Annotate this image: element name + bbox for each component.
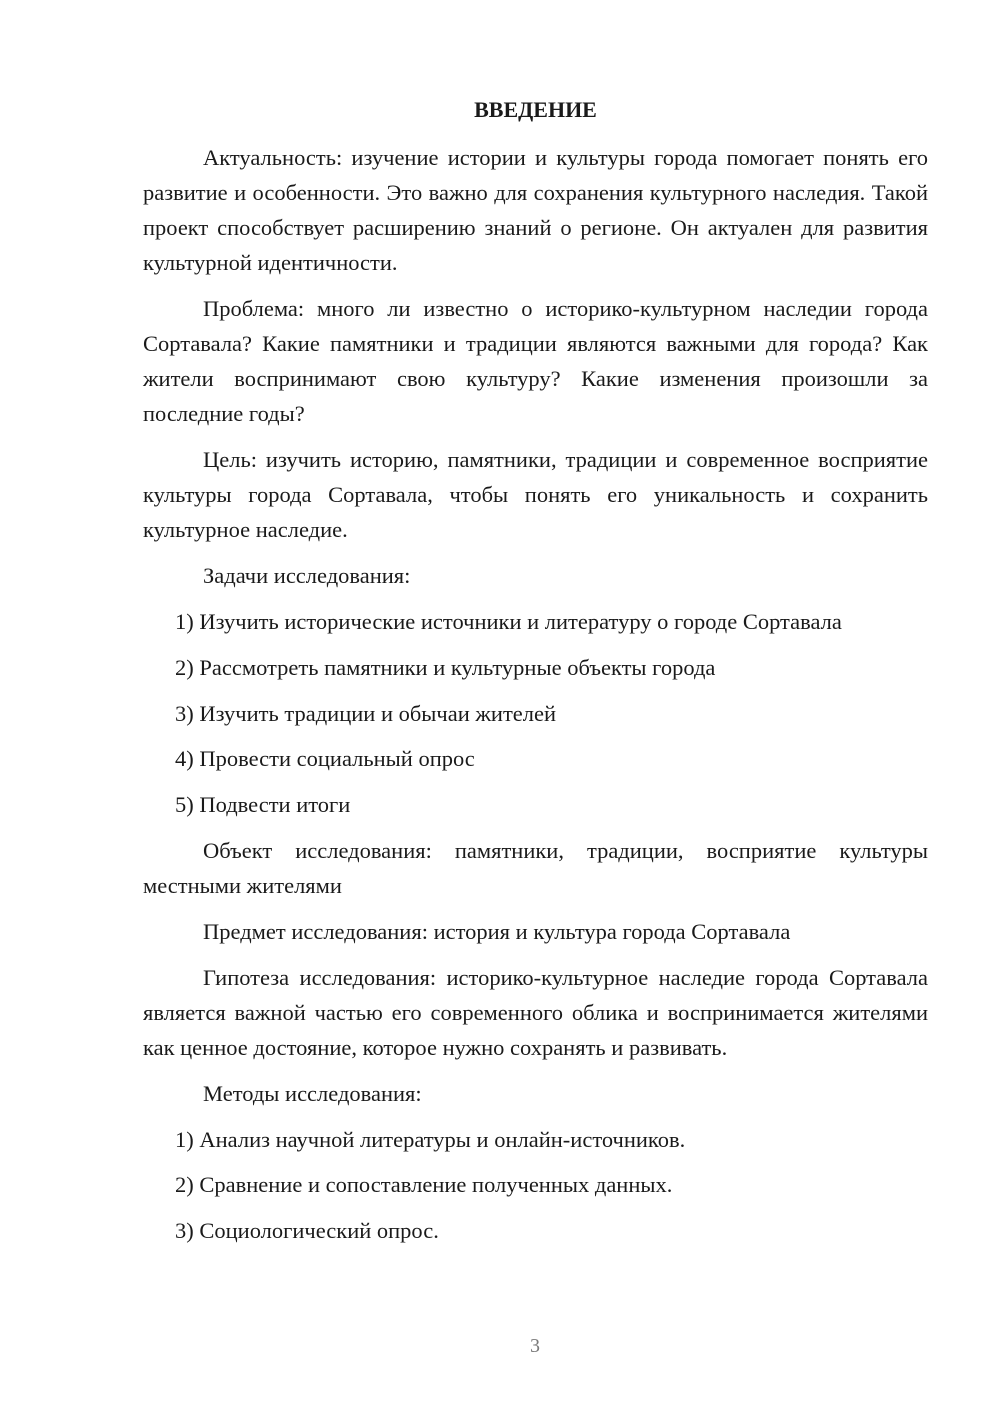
list-item: 1) Изучить исторические источники и литературу о городе Сортавала bbox=[175, 609, 842, 634]
list-item: 2) Сравнение и сопоставление полученных данных. bbox=[175, 1172, 673, 1198]
list-item: 3) Социологический опрос. bbox=[175, 1217, 439, 1243]
hypothesis-paragraph: Гипотеза исследования: историко-культурное наследие города Сортавала является важной частью его современного облика и воспринимается жителями как ценное достояние, которое нужно сохранять и развивать. bbox=[143, 964, 928, 1060]
section-title: ВВЕДЕНИЕ bbox=[474, 97, 597, 122]
methods-list bbox=[143, 1122, 928, 1248]
subject-paragraph: Предмет исследования: история и культура города Сортавала bbox=[203, 918, 791, 944]
list-item: 3) Изучить традиции и обычаи жителей bbox=[175, 700, 557, 726]
list-item: 1) Анализ научной литературы и онлайн-источников. bbox=[175, 1126, 686, 1152]
methods-heading: Методы исследования: bbox=[203, 1080, 422, 1106]
list-item: 4) Провести социальный опрос bbox=[175, 746, 475, 772]
relevance-paragraph: Актуальность: изучение истории и культуры города помогает понять его развитие и особенности. Это важно для сохранения культурного наследия. Такой проект способствует расширению знаний о регионе. Он актуален для развития культурной идентичности. bbox=[143, 145, 928, 275]
list-item: 2) Рассмотреть памятники и культурные объекты города bbox=[175, 654, 716, 680]
tasks-list bbox=[143, 604, 928, 822]
object-paragraph: Объект исследования: памятники, традиции, восприятие культуры местными жителями bbox=[143, 837, 928, 898]
goal-paragraph: Цель: изучить историю, памятники, традиции и современное восприятие культуры города Сортавала, чтобы понять его уникальность и сохранить культурное наследие. bbox=[143, 447, 928, 542]
document-body bbox=[143, 95, 928, 1258]
list-item: 5) Подвести итоги bbox=[175, 792, 351, 818]
tasks-heading: Задачи исследования: bbox=[203, 563, 411, 588]
problem-paragraph: Проблема: много ли известно о историко-культурном наследии города Сортавала? Какие памятники и традиции являются важными для города? Как жители воспринимают свою культуру? Какие изменения произошли за последние годы? bbox=[143, 296, 928, 426]
page-number: 3 bbox=[530, 1335, 540, 1357]
